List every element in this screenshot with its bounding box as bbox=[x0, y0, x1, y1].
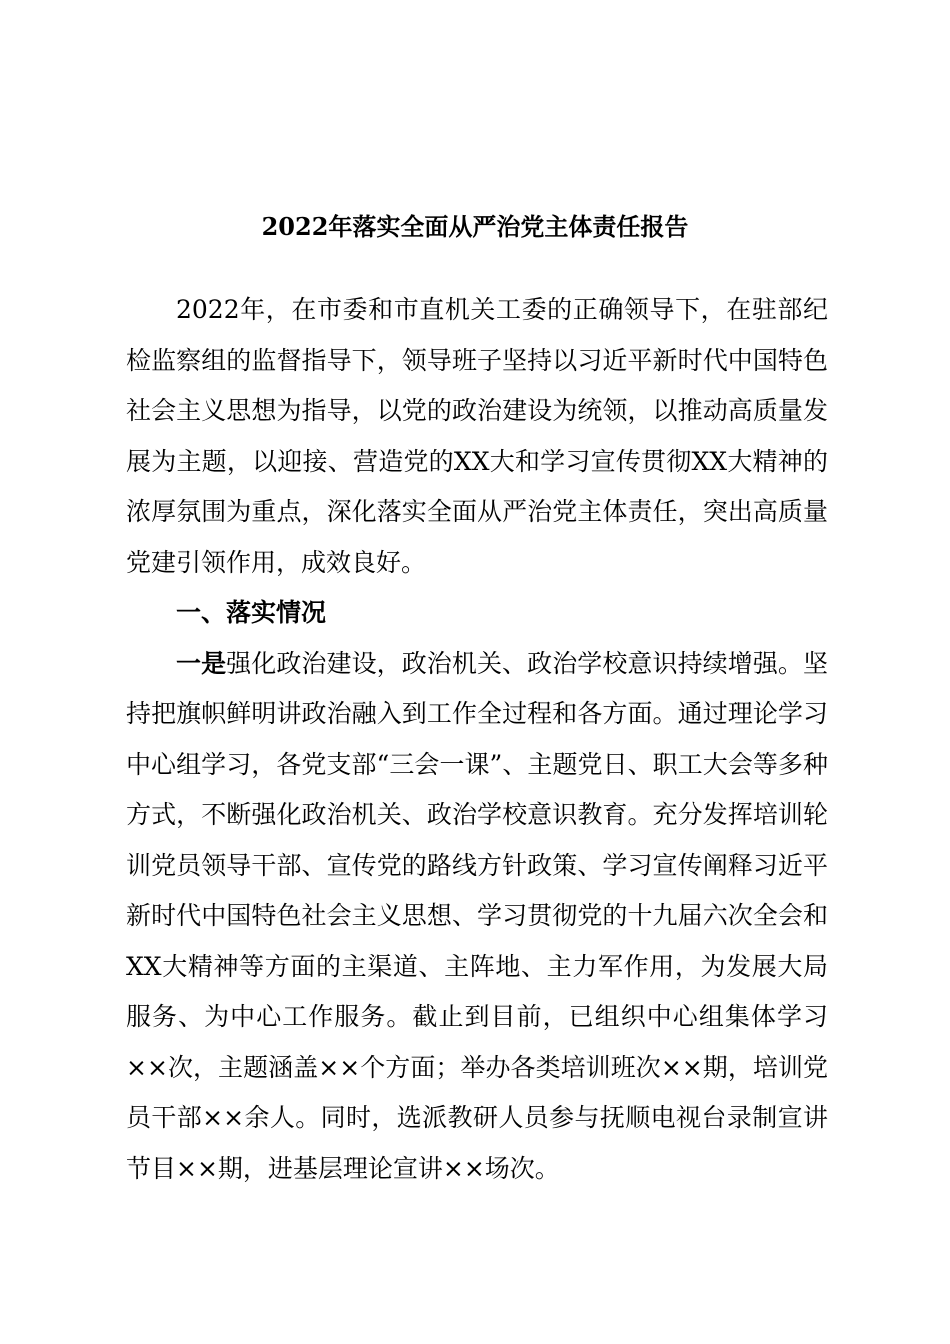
point-one-paragraph bbox=[126, 639, 828, 1195]
document-body bbox=[126, 285, 828, 1194]
point-one-text: 强化政治建设，政治机关、政治学校意识持续增强。坚持把旗帜鲜明讲政治融入到工作全过程和各方面。通过理论学习中心组学习，各党支部“三会一课”、主题党日、职工大会等多种方式，不断强化政治机关、政治学校意识教育。充分发挥培训轮训党员领导干部、宣传党的路线方针政策、学习宣传阐释习近平新时代中国特色社会主义思想、学习贯彻党的十九届六次全会和XX大精神等方面的主渠道、主阵地、主力军作用，为发展大局服务、为中心工作服务。截止到目前，已组织中心组集体学习××次，主题涵盖××个方面；举办各类培训班次××期，培训党员干部××余人。同时，选派教研人员参与抚顺电视台录制宣讲节目××期，进基层理论宣讲××场次。 bbox=[126, 648, 828, 1183]
section-heading-implementation: 一、落实情况 bbox=[176, 598, 327, 627]
document-title: 2022年落实全面从严治党主体责任报告 bbox=[261, 212, 689, 241]
point-one-lead: 一是 bbox=[176, 648, 227, 678]
intro-paragraph: 2022年，在市委和市直机关工委的正确领导下，在驻部纪检监察组的监督指导下，领导班子坚持以习近平新时代中国特色社会主义思想为指导，以党的政治建设为统领，以推动高质量发展为主题，以迎接、营造党的XX大和学习宣传贯彻XX大精神的浓厚氛围为重点，深化落实全面从严治党主体责任，突出高质量党建引领作用，成效良好。 bbox=[126, 295, 828, 577]
